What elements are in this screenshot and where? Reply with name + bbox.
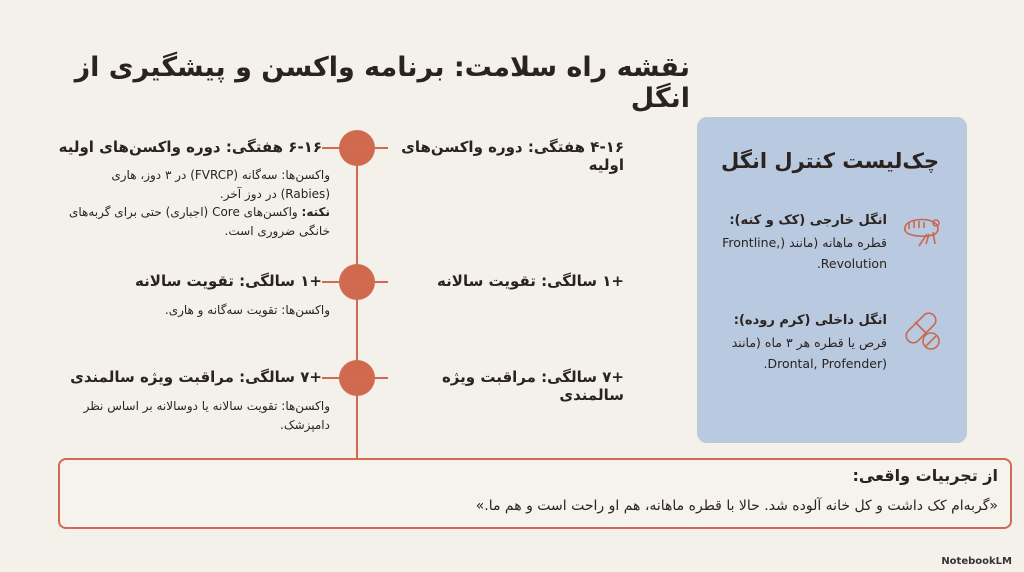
note-text: واکسن‌های Core (اجباری) حتی برای گربه‌های خانگی ضروری است. xyxy=(69,205,330,238)
testimonial-box xyxy=(58,458,1012,529)
checklist-item-heading: انگل داخلی (کرم روده): xyxy=(733,313,887,328)
timeline-label: +۷ سالگی: مراقبت ویژه سالمندی xyxy=(441,368,624,404)
stage-text: واکسن‌ها: سه‌گانه (FVRCP) در ۳ دوز، هاری (Rabies) در دوز آخر. xyxy=(111,168,330,201)
checklist-title: چک‌لیست کنترل انگل xyxy=(721,149,939,173)
brand-logo: NotebookLM xyxy=(941,556,1012,567)
stage-body: واکسن‌ها: تقویت سالانه یا دوسالانه بر اساس نظر دامپزشک. xyxy=(83,399,330,432)
stage-heading: +۱ سالگی: تقویت سالانه xyxy=(135,272,322,290)
page-title: نقشه راه سلامت: برنامه واکسن و پیشگیری از انگل xyxy=(74,52,690,114)
timeline-connector xyxy=(322,281,388,283)
stage-body: واکسن‌ها: تقویت سه‌گانه و هاری. xyxy=(164,303,330,317)
testimonial-title: از تجربیات واقعی: xyxy=(852,466,998,485)
timeline-connector xyxy=(322,377,388,379)
note-label: نکته: xyxy=(301,205,330,220)
timeline-label: ۴-۱۶ هفتگی: دوره واکسن‌های اولیه xyxy=(401,138,624,174)
timeline-connector xyxy=(322,147,388,149)
stage-heading: ۶-۱۶ هفتگی: دوره واکسن‌های اولیه xyxy=(58,138,322,156)
parasite-checklist-card xyxy=(697,117,967,443)
timeline-label: +۱ سالگی: تقویت سالانه xyxy=(437,272,624,290)
checklist-item-heading: انگل خارجی (کک و کنه): xyxy=(729,213,887,228)
stage-heading: +۷ سالگی: مراقبت ویژه سالمندی xyxy=(70,368,322,386)
pill-icon xyxy=(899,307,945,353)
stage-body xyxy=(60,166,330,240)
flea-icon xyxy=(899,207,945,253)
checklist-item-text: قطره ماهانه (مانند (Frontline, Revolution. xyxy=(722,235,887,272)
testimonial-text: «گربه‌ام کک داشت و کل خانه آلوده شد. حالا با قطره ماهانه، هم او راحت است و هم ما.» xyxy=(475,498,998,514)
checklist-item xyxy=(707,209,887,275)
checklist-item-text: قرص یا قطره هر ۳ ماه (مانند (Drontal, Profender. xyxy=(731,335,887,372)
timeline-line xyxy=(356,148,358,460)
checklist-item xyxy=(707,309,887,375)
